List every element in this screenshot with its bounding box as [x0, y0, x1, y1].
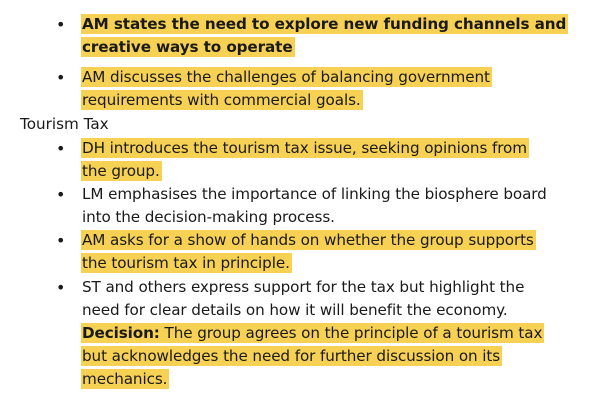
text-line: need for clear details on how it will benefit the economy. [82, 301, 508, 319]
bullet-icon: • [56, 185, 66, 204]
decision-label: Decision: [82, 324, 160, 342]
bullet-icon: • [56, 278, 66, 297]
list-item-text [82, 183, 594, 229]
highlighted-text: requirements with commercial goals. [82, 91, 361, 109]
section-heading: Tourism Tax [20, 115, 109, 133]
bullet-icon: • [56, 68, 66, 87]
highlighted-text: the tourism tax in principle. [82, 254, 290, 272]
decision-text: The group agrees on the principle of a tourism tax [159, 324, 543, 342]
decision-highlight [81, 323, 544, 343]
list-item-text [82, 229, 594, 275]
bullet-icon: • [56, 15, 66, 34]
highlighted-text: AM discusses the challenges of balancing government [82, 68, 490, 86]
highlighted-text: DH introduces the tourism tax issue, seeking opinions from [82, 139, 527, 157]
decision-text: but acknowledges the need for further discussion on its [82, 347, 501, 365]
text-line: ST and others express support for the tax but highlight the [82, 278, 525, 296]
list-item-text [82, 276, 594, 391]
decision-text: mechanics. [82, 370, 168, 388]
highlighted-text: AM asks for a show of hands on whether the group supports [82, 231, 534, 249]
list-item-text [82, 13, 594, 59]
bullet-icon: • [56, 139, 66, 158]
highlighted-text: AM states the need to explore new funding channels and [82, 15, 567, 33]
text-line: into the decision-making process. [82, 208, 335, 226]
list-item-text [82, 66, 594, 112]
decision-line [82, 322, 594, 345]
text-line: LM emphasises the importance of linking the biosphere board [82, 185, 547, 203]
list-item-text [82, 137, 594, 183]
highlighted-text: creative ways to operate [82, 38, 293, 56]
bullet-icon: • [56, 231, 66, 250]
highlighted-text: the group. [82, 162, 160, 180]
